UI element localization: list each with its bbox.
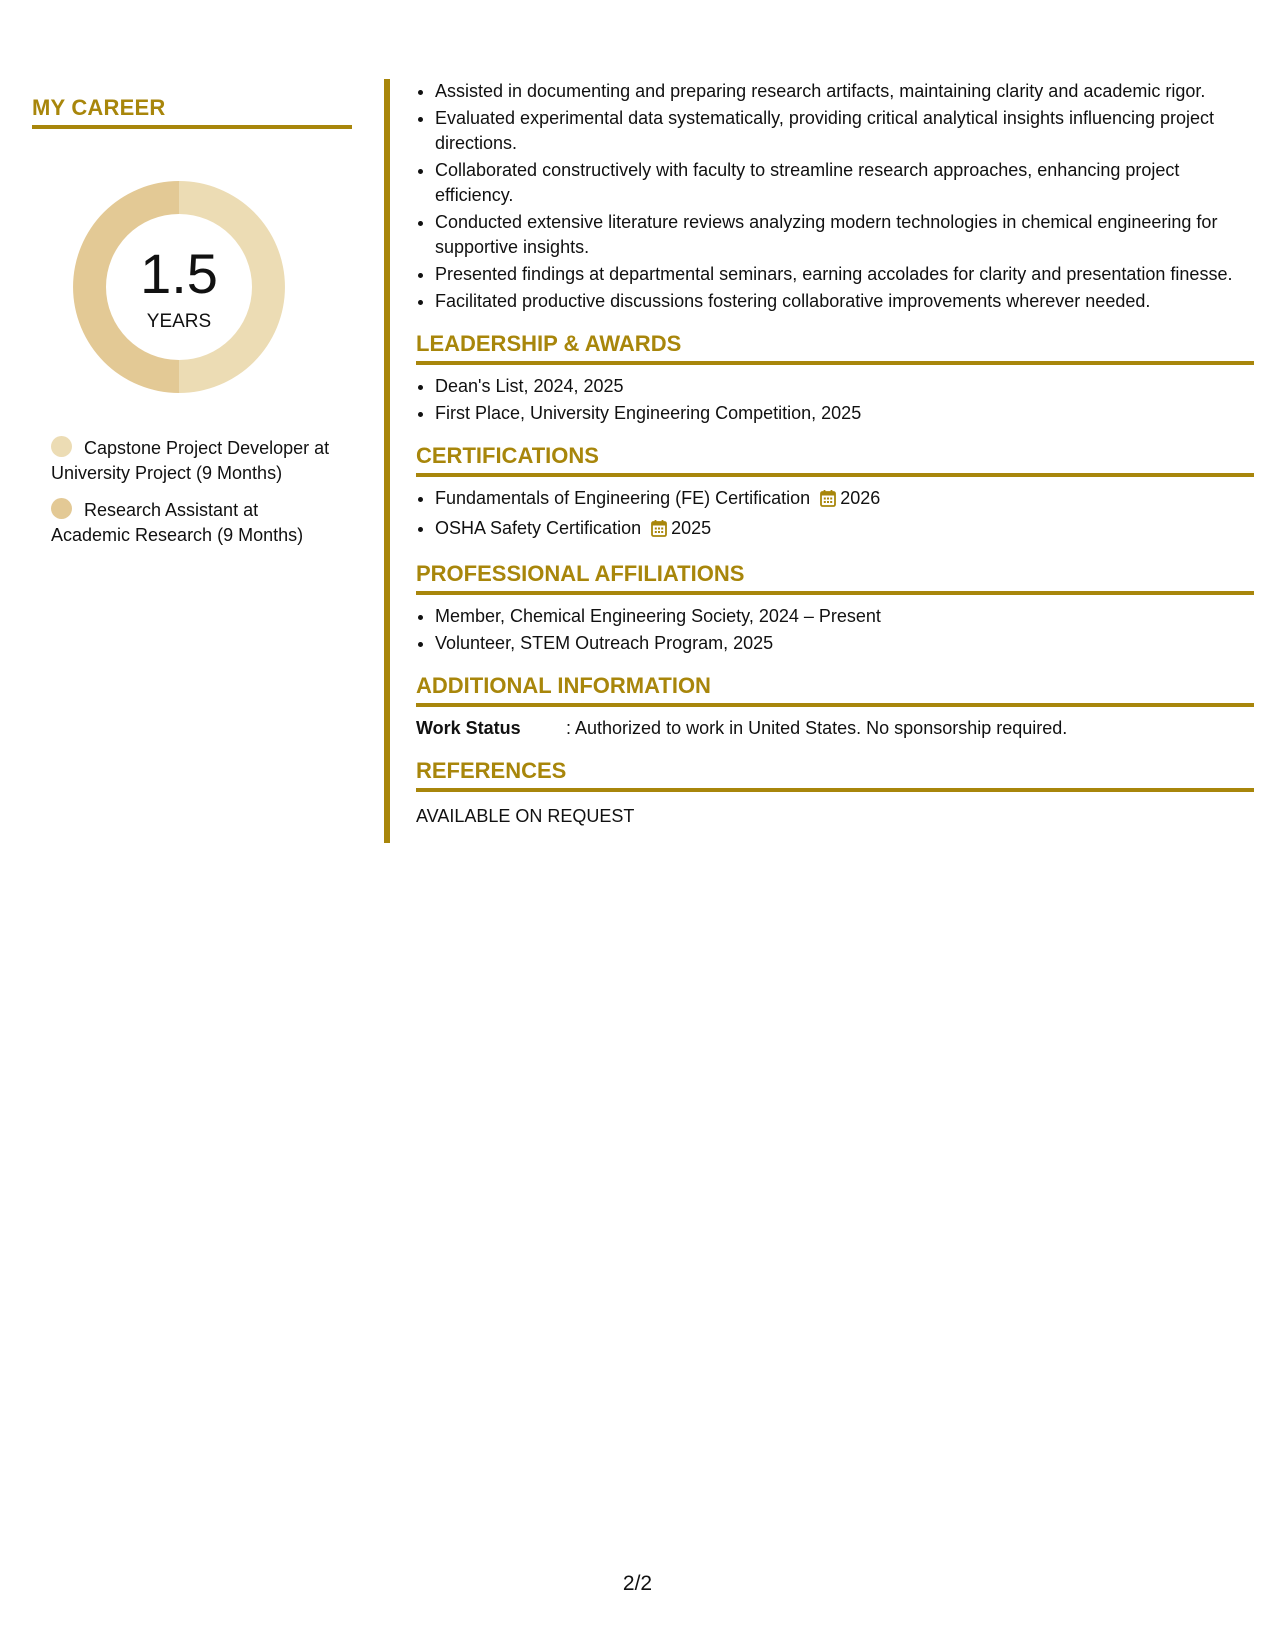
experience-bullet: • Facilitated productive discussions fostering collaborative improvements wherever needed. <box>435 289 1254 314</box>
career-legend-item <box>51 436 331 486</box>
experience-bullet: • Assisted in documenting and preparing research artifacts, maintaining clarity and academic rigor. <box>435 79 1254 104</box>
career-section-title: MY CAREER <box>32 95 352 129</box>
calendar-icon <box>820 489 836 514</box>
affiliation-item: • Volunteer, STEM Outreach Program, 2025 <box>435 631 1254 656</box>
work-status-label: Work Status <box>416 718 521 738</box>
experience-bullet: • Conducted extensive literature reviews analyzing modern technologies in chemical engineering for supportive insights. <box>435 210 1254 260</box>
donut-center <box>66 174 292 400</box>
career-legend-text: Research Assistant at Academic Research (9 Months) <box>51 500 304 545</box>
certification-name: OSHA Safety Certification <box>435 518 642 538</box>
certification-year: 2026 <box>840 488 881 508</box>
references-text: AVAILABLE ON REQUEST <box>416 806 635 826</box>
work-status-row <box>416 716 1254 741</box>
affiliation-item: • Member, Chemical Engineering Society, 2024 – Present <box>435 604 1254 629</box>
career-legend <box>51 436 352 548</box>
experience-bullet: • Collaborated constructively with faculty to streamline research approaches, enhancing project efficiency. <box>435 158 1254 208</box>
additional-info-section-title: ADDITIONAL INFORMATION <box>416 673 1254 707</box>
certification-year: 2025 <box>671 518 712 538</box>
page-number: 2/2 <box>622 1572 653 1595</box>
affiliations-list <box>416 604 1254 656</box>
career-donut-chart <box>66 174 292 400</box>
experience-bullet: • Evaluated experimental data systematically, providing critical analytical insights influencing project directions. <box>435 106 1254 156</box>
experience-bullet: • Presented findings at departmental seminars, earning accolades for clarity and presentation finesse. <box>435 262 1254 287</box>
references-section-title: REFERENCES <box>416 758 1254 792</box>
work-status-value: : Authorized to work in United States. No sponsorship required. <box>566 718 1068 738</box>
calendar-icon <box>651 519 667 544</box>
certifications-section-title: CERTIFICATIONS <box>416 443 1254 477</box>
leadership-item: • First Place, University Engineering Competition, 2025 <box>435 401 1254 426</box>
column-divider <box>384 79 390 843</box>
leadership-section-title: LEADERSHIP & AWARDS <box>416 331 1254 365</box>
experience-years-value: 1.5 <box>140 242 218 305</box>
experience-years-unit: YEARS <box>146 311 212 332</box>
legend-dot-icon <box>51 436 72 457</box>
main-content <box>416 79 1254 829</box>
legend-dot-icon <box>51 498 72 519</box>
certification-name: Fundamentals of Engineering (FE) Certification <box>435 488 811 508</box>
leadership-list <box>416 374 1254 426</box>
leadership-item: • Dean's List, 2024, 2025 <box>435 374 1254 399</box>
career-legend-text: Capstone Project Developer at University Project (9 Months) <box>51 438 330 483</box>
affiliations-section-title: PROFESSIONAL AFFILIATIONS <box>416 561 1254 595</box>
experience-bullet-list <box>416 79 1254 314</box>
certification-item <box>435 516 1254 544</box>
career-legend-item <box>51 498 331 548</box>
certifications-list <box>416 486 1254 544</box>
certification-item <box>435 486 1254 514</box>
career-sidebar <box>32 95 352 560</box>
